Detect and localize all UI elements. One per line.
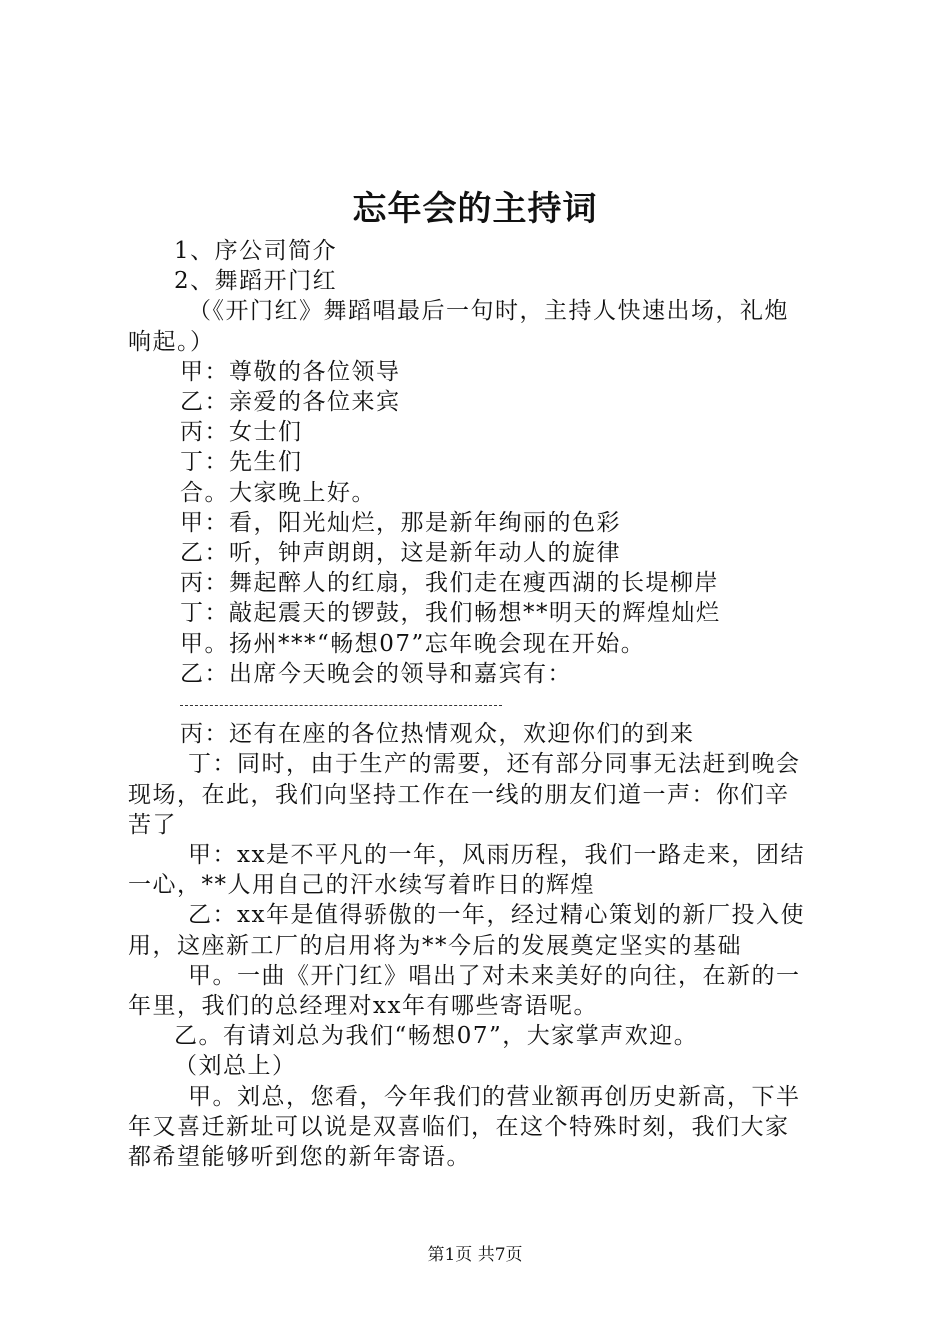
paragraph-line: 丁：敲起震天的锣鼓，我们畅想**明天的辉煌灿烂 [180,600,721,627]
paragraph-line: 合。大家晚上好。 [180,479,376,506]
paragraph-line: 乙：出席今天晚会的领导和嘉宾有： [180,660,572,687]
paragraph-line: 甲。一曲《开门红》唱出了对未来美好的向往，在新的一 [188,962,801,989]
paragraph-line: 一心，**人用自己的汗水续写着昨日的辉煌 [128,872,595,899]
paragraph-line: 年里，我们的总经理对xx年有哪些寄语呢。 [128,993,598,1020]
paragraph-line: 苦了 [128,811,177,838]
paragraph-line: 都希望能够听到您的新年寄语。 [128,1144,471,1171]
paragraph-line: 现场，在此，我们向坚持工作在一线的朋友们道一声：你们辛 [128,781,790,808]
paragraph-line: （《开门红》舞蹈唱最后一句时，主持人快速出场，礼炮 [188,298,789,325]
paragraph-line: 甲。扬州***“畅想07”忘年晚会现在开始。 [180,630,646,657]
paragraph-line: 2、舞蹈开门红 [174,268,338,295]
blank-fill-line [180,689,502,719]
paragraph-line: 甲：xx是不平凡的一年，风雨历程，我们一路走来，团结 [188,842,805,869]
document-body [128,236,832,1172]
paragraph-line: 丙：女士们 [180,419,303,446]
paragraph-line: 响起。） [128,328,215,355]
paragraph-line: 丙：舞起醉人的红扇，我们走在瘦西湖的长堤柳岸 [180,570,719,597]
paragraph-line: 乙：听，钟声朗朗，这是新年动人的旋律 [180,540,621,567]
paragraph-line: 乙。有请刘总为我们“畅想07”，大家掌声欢迎。 [174,1023,699,1050]
paragraph-line: 乙：xx年是值得骄傲的一年，经过精心策划的新厂投入使 [188,902,805,929]
paragraph-line: 丁：先生们 [180,449,303,476]
paragraph-line: （刘总上） [174,1053,297,1080]
paragraph-line: 乙：亲爱的各位来宾 [180,389,401,416]
paragraph-line: 丙：还有在座的各位热情观众，欢迎你们的到来 [180,721,695,748]
page-footer: 第1页 共7页 [427,1245,523,1265]
paragraph-line: 年又喜迁新址可以说是双喜临们，在这个特殊时刻，我们大家 [128,1113,790,1140]
paragraph-line: 甲：看，阳光灿烂，那是新年绚丽的色彩 [180,509,621,536]
paragraph-line: 甲。刘总，您看，今年我们的营业额再创历史新高，下半 [188,1083,801,1110]
paragraph-line: 1、序公司简介 [174,238,338,264]
page-title: 忘年会的主持词 [352,189,598,229]
paragraph-line: 甲：尊敬的各位领导 [180,358,401,385]
paragraph-line: 丁：同时，由于生产的需要，还有部分同事无法赶到晚会 [188,751,801,778]
paragraph-line: 用，这座新工厂的启用将为**今后的发展奠定坚实的基础 [128,932,742,959]
